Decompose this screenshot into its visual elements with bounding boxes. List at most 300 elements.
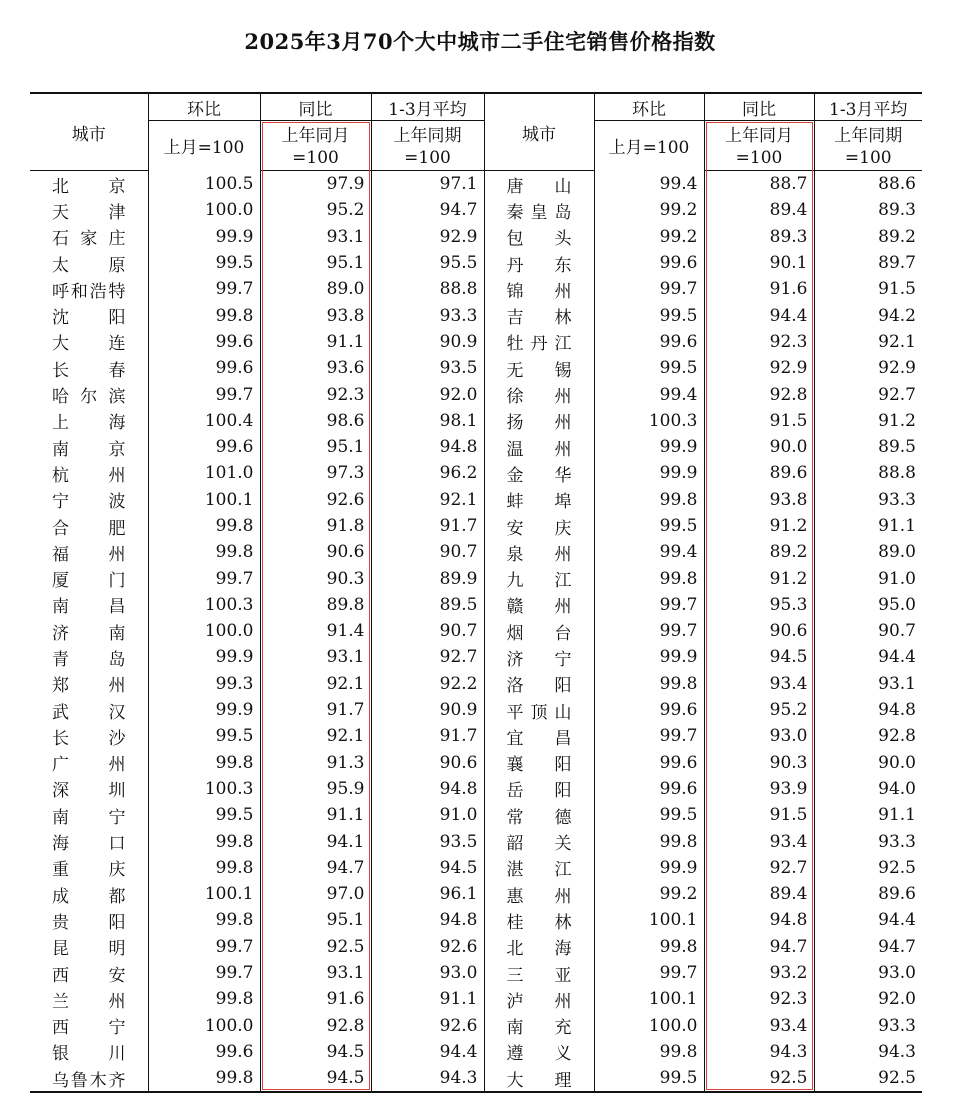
left-avg-value: 92.7 <box>371 644 484 670</box>
right-city-name: 常德 <box>484 802 594 828</box>
left-mom-value: 99.8 <box>148 302 260 328</box>
left-city-name: 南昌 <box>52 597 126 618</box>
left-mom-value: 99.6 <box>148 434 260 460</box>
left-yoy-value: 92.3 <box>260 381 371 407</box>
left-avg-value: 89.5 <box>371 592 484 618</box>
table-title: 2025年3月70个大中城市二手住宅销售价格指数 <box>244 29 716 54</box>
right-avg-value: 92.5 <box>814 855 922 881</box>
right-yoy-value: 95.3 <box>704 592 814 618</box>
left-yoy-value: 93.6 <box>260 355 371 381</box>
left-yoy-value: 95.1 <box>260 434 371 460</box>
header-yoy-base-left-2: =100 <box>260 146 371 171</box>
left-avg-value: 94.8 <box>371 776 484 802</box>
right-avg-value: 91.1 <box>814 802 922 828</box>
header-yoy-base-right-2: =100 <box>704 146 814 171</box>
right-yoy-value: 91.2 <box>704 565 814 591</box>
table-row <box>30 224 922 250</box>
right-city-name: 九江 <box>484 565 594 591</box>
right-city-name: 秦皇岛 <box>484 197 594 223</box>
right-city-name: 无锡 <box>484 355 594 381</box>
right-avg-value: 91.2 <box>814 408 922 434</box>
right-city-name: 泸州 <box>484 986 594 1012</box>
left-yoy-value: 97.3 <box>260 460 371 486</box>
right-yoy-value: 93.2 <box>704 960 814 986</box>
left-yoy-value: 90.3 <box>260 565 371 591</box>
left-mom-value: 100.5 <box>148 171 260 198</box>
left-city-name: 杭州 <box>52 465 126 486</box>
right-mom-value: 99.7 <box>594 276 704 302</box>
table-row <box>30 855 922 881</box>
left-mom-value: 99.5 <box>148 802 260 828</box>
left-yoy-value: 89.0 <box>260 276 371 302</box>
right-avg-value: 94.4 <box>814 907 922 933</box>
right-city-name: 岳阳 <box>484 776 594 802</box>
left-mom-value: 100.4 <box>148 408 260 434</box>
left-city-name: 西安 <box>52 965 126 986</box>
right-city-name: 泉州 <box>484 539 594 565</box>
right-yoy-value: 92.8 <box>704 381 814 407</box>
right-city-name: 金华 <box>484 460 594 486</box>
left-avg-value: 94.4 <box>371 1039 484 1065</box>
left-city-name: 南宁 <box>52 807 126 828</box>
right-mom-value: 100.1 <box>594 907 704 933</box>
left-city-name: 广州 <box>52 755 126 776</box>
table-row <box>30 1013 922 1039</box>
left-yoy-value: 90.6 <box>260 539 371 565</box>
left-yoy-value: 91.1 <box>260 329 371 355</box>
left-mom-value: 100.0 <box>148 618 260 644</box>
header-avg-base-left-1: 上年同期 <box>371 121 484 147</box>
left-yoy-value: 91.3 <box>260 750 371 776</box>
right-avg-value: 90.7 <box>814 618 922 644</box>
left-city-name: 成都 <box>52 886 126 907</box>
left-mom-value: 99.9 <box>148 644 260 670</box>
header-mom-base-left: 上月=100 <box>148 121 260 171</box>
right-avg-value: 94.8 <box>814 697 922 723</box>
price-index-table <box>30 92 922 1093</box>
right-avg-value: 88.6 <box>814 171 922 198</box>
right-mom-value: 99.8 <box>594 487 704 513</box>
table-row <box>30 197 922 223</box>
right-city-name: 桂林 <box>484 907 594 933</box>
table-row <box>30 460 922 486</box>
header-mom-base-right: 上月=100 <box>594 121 704 171</box>
right-mom-value: 99.8 <box>594 1039 704 1065</box>
table-row <box>30 539 922 565</box>
left-yoy-value: 95.1 <box>260 250 371 276</box>
left-city-name: 兰州 <box>52 991 126 1012</box>
right-yoy-value: 93.0 <box>704 723 814 749</box>
left-yoy-value: 89.8 <box>260 592 371 618</box>
right-city-name: 洛阳 <box>484 671 594 697</box>
header-yoy-base-right-1: 上年同月 <box>704 121 814 147</box>
header-avg-base-left-2: =100 <box>371 146 484 171</box>
right-mom-value: 99.7 <box>594 592 704 618</box>
right-mom-value: 99.9 <box>594 434 704 460</box>
header-avg-base-right-1: 上年同期 <box>814 121 922 147</box>
left-avg-value: 92.1 <box>371 487 484 513</box>
left-city-name: 乌鲁木齐 <box>30 1065 148 1092</box>
table-row <box>30 329 922 355</box>
left-city-name: 哈尔滨 <box>52 387 126 408</box>
right-avg-value: 89.0 <box>814 539 922 565</box>
left-city-name: 天津 <box>52 202 126 223</box>
right-avg-value: 91.5 <box>814 276 922 302</box>
right-mom-value: 99.8 <box>594 828 704 854</box>
table-row <box>30 723 922 749</box>
left-city-name: 上海 <box>52 413 126 434</box>
left-yoy-value: 92.1 <box>260 723 371 749</box>
table-row <box>30 828 922 854</box>
right-city-name: 襄阳 <box>484 750 594 776</box>
right-city-name: 南充 <box>484 1013 594 1039</box>
table-row <box>30 592 922 618</box>
table-row <box>30 171 922 198</box>
right-mom-value: 100.1 <box>594 986 704 1012</box>
right-yoy-value: 89.4 <box>704 881 814 907</box>
left-avg-value: 93.5 <box>371 828 484 854</box>
right-mom-value: 99.7 <box>594 960 704 986</box>
table-row <box>30 355 922 381</box>
left-city-name: 厦门 <box>52 571 126 592</box>
left-yoy-value: 95.2 <box>260 197 371 223</box>
right-mom-value: 99.6 <box>594 776 704 802</box>
table-row <box>30 487 922 513</box>
left-city-name: 宁波 <box>52 492 126 513</box>
table-row <box>30 302 922 328</box>
left-avg-value: 88.8 <box>371 276 484 302</box>
right-avg-value: 92.0 <box>814 986 922 1012</box>
left-mom-value: 99.7 <box>148 276 260 302</box>
right-yoy-value: 91.5 <box>704 408 814 434</box>
right-mom-value: 99.5 <box>594 513 704 539</box>
left-avg-value: 90.9 <box>371 329 484 355</box>
right-city-name: 济宁 <box>484 644 594 670</box>
right-yoy-value: 93.9 <box>704 776 814 802</box>
right-mom-value: 99.2 <box>594 224 704 250</box>
left-mom-value: 99.6 <box>148 329 260 355</box>
right-mom-value: 99.5 <box>594 802 704 828</box>
right-yoy-value: 89.4 <box>704 197 814 223</box>
right-avg-value: 91.1 <box>814 513 922 539</box>
left-avg-value: 94.8 <box>371 434 484 460</box>
left-avg-value: 94.7 <box>371 197 484 223</box>
right-avg-value: 93.3 <box>814 828 922 854</box>
left-yoy-value: 92.5 <box>260 934 371 960</box>
left-city-name: 深圳 <box>52 781 126 802</box>
right-avg-value: 89.5 <box>814 434 922 460</box>
right-mom-value: 99.9 <box>594 460 704 486</box>
right-city-name: 包头 <box>484 224 594 250</box>
right-yoy-value: 90.6 <box>704 618 814 644</box>
right-mom-value: 99.4 <box>594 539 704 565</box>
left-mom-value: 99.5 <box>148 250 260 276</box>
right-avg-value: 94.4 <box>814 644 922 670</box>
header-avg-base-right-2: =100 <box>814 146 922 171</box>
right-mom-value: 99.7 <box>594 618 704 644</box>
table-row <box>30 276 922 302</box>
right-yoy-value: 91.6 <box>704 276 814 302</box>
table-row <box>30 434 922 460</box>
right-city-name: 吉林 <box>484 302 594 328</box>
right-mom-value: 99.6 <box>594 750 704 776</box>
left-city-name: 海口 <box>52 834 126 855</box>
left-avg-value: 96.2 <box>371 460 484 486</box>
table-row <box>30 697 922 723</box>
left-avg-value: 92.6 <box>371 1013 484 1039</box>
left-city-name: 长沙 <box>52 728 126 749</box>
right-city-name: 扬州 <box>484 408 594 434</box>
right-yoy-value: 89.3 <box>704 224 814 250</box>
right-avg-value: 92.5 <box>814 1065 922 1092</box>
left-city-name: 重庆 <box>52 860 126 881</box>
table-row <box>30 618 922 644</box>
left-yoy-value: 94.5 <box>260 1039 371 1065</box>
right-city-name: 三亚 <box>484 960 594 986</box>
right-city-name: 大理 <box>484 1065 594 1092</box>
left-mom-value: 99.5 <box>148 723 260 749</box>
table-row <box>30 644 922 670</box>
right-avg-value: 91.0 <box>814 565 922 591</box>
left-city-name: 西宁 <box>52 1018 126 1039</box>
right-avg-value: 93.3 <box>814 1013 922 1039</box>
left-city-name: 南京 <box>52 439 126 460</box>
left-yoy-value: 92.8 <box>260 1013 371 1039</box>
right-yoy-value: 93.4 <box>704 1013 814 1039</box>
table-row <box>30 671 922 697</box>
left-mom-value: 99.8 <box>148 907 260 933</box>
right-yoy-value: 92.5 <box>704 1065 814 1092</box>
left-yoy-value: 91.4 <box>260 618 371 644</box>
right-mom-value: 99.2 <box>594 197 704 223</box>
left-yoy-value: 95.9 <box>260 776 371 802</box>
left-yoy-value: 95.1 <box>260 907 371 933</box>
left-avg-value: 94.5 <box>371 855 484 881</box>
left-mom-value: 99.9 <box>148 697 260 723</box>
table-row <box>30 881 922 907</box>
left-yoy-value: 93.1 <box>260 224 371 250</box>
header-row-2 <box>30 121 922 147</box>
left-avg-value: 91.7 <box>371 723 484 749</box>
right-mom-value: 100.3 <box>594 408 704 434</box>
right-city-name: 温州 <box>484 434 594 460</box>
right-yoy-value: 92.9 <box>704 355 814 381</box>
left-city-name: 郑州 <box>52 676 126 697</box>
left-avg-value: 95.5 <box>371 250 484 276</box>
right-mom-value: 99.6 <box>594 329 704 355</box>
right-yoy-value: 92.3 <box>704 986 814 1012</box>
right-avg-value: 94.7 <box>814 934 922 960</box>
table-row <box>30 381 922 407</box>
right-mom-value: 99.5 <box>594 355 704 381</box>
left-city-name: 福州 <box>52 544 126 565</box>
table-body <box>30 171 922 1093</box>
header-avg-left: 1-3月平均 <box>371 93 484 121</box>
right-city-name: 蚌埠 <box>484 487 594 513</box>
left-mom-value: 99.8 <box>148 539 260 565</box>
right-mom-value: 99.5 <box>594 302 704 328</box>
right-avg-value: 89.6 <box>814 881 922 907</box>
right-yoy-value: 93.4 <box>704 671 814 697</box>
table-row <box>30 802 922 828</box>
right-avg-value: 95.0 <box>814 592 922 618</box>
right-city-name: 赣州 <box>484 592 594 618</box>
left-yoy-value: 98.6 <box>260 408 371 434</box>
left-yoy-value: 94.7 <box>260 855 371 881</box>
right-yoy-value: 94.8 <box>704 907 814 933</box>
right-mom-value: 99.2 <box>594 881 704 907</box>
table-row <box>30 960 922 986</box>
header-yoy-left: 同比 <box>260 93 371 121</box>
header-city-left: 城市 <box>30 93 148 171</box>
left-mom-value: 99.8 <box>148 1065 260 1092</box>
right-mom-value: 99.9 <box>594 855 704 881</box>
right-avg-value: 94.0 <box>814 776 922 802</box>
header-yoy-base-left-1: 上年同月 <box>260 121 371 147</box>
right-yoy-value: 94.3 <box>704 1039 814 1065</box>
right-yoy-value: 91.5 <box>704 802 814 828</box>
left-yoy-value: 92.6 <box>260 487 371 513</box>
left-mom-value: 100.3 <box>148 592 260 618</box>
right-mom-value: 99.8 <box>594 671 704 697</box>
left-city-name: 石家庄 <box>52 229 126 250</box>
right-yoy-value: 90.0 <box>704 434 814 460</box>
left-mom-value: 99.7 <box>148 934 260 960</box>
left-mom-value: 99.8 <box>148 513 260 539</box>
left-avg-value: 92.0 <box>371 381 484 407</box>
right-avg-value: 89.2 <box>814 224 922 250</box>
right-avg-value: 92.7 <box>814 381 922 407</box>
right-mom-value: 99.6 <box>594 250 704 276</box>
right-city-name: 安庆 <box>484 513 594 539</box>
left-avg-value: 93.0 <box>371 960 484 986</box>
right-yoy-value: 90.3 <box>704 750 814 776</box>
right-mom-value: 99.8 <box>594 934 704 960</box>
left-avg-value: 92.2 <box>371 671 484 697</box>
left-city-name: 银川 <box>52 1044 126 1065</box>
right-avg-value: 92.8 <box>814 723 922 749</box>
left-mom-value: 100.0 <box>148 1013 260 1039</box>
right-yoy-value: 91.2 <box>704 513 814 539</box>
right-mom-value: 99.4 <box>594 171 704 198</box>
left-avg-value: 91.1 <box>371 986 484 1012</box>
right-city-name: 北海 <box>484 934 594 960</box>
right-city-name: 遵义 <box>484 1039 594 1065</box>
left-avg-value: 90.7 <box>371 618 484 644</box>
left-mom-value: 100.1 <box>148 487 260 513</box>
left-city-name: 太原 <box>52 255 126 276</box>
left-city-name: 济南 <box>52 623 126 644</box>
right-avg-value: 89.7 <box>814 250 922 276</box>
right-mom-value: 99.9 <box>594 644 704 670</box>
right-mom-value: 99.7 <box>594 723 704 749</box>
right-city-name: 丹东 <box>484 250 594 276</box>
table-row <box>30 907 922 933</box>
left-city-name: 昆明 <box>52 939 126 960</box>
left-avg-value: 92.6 <box>371 934 484 960</box>
table-row <box>30 408 922 434</box>
right-city-name: 唐山 <box>484 171 594 198</box>
right-yoy-value: 94.4 <box>704 302 814 328</box>
right-avg-value: 92.9 <box>814 355 922 381</box>
right-yoy-value: 93.8 <box>704 487 814 513</box>
left-avg-value: 89.9 <box>371 565 484 591</box>
right-yoy-value: 89.6 <box>704 460 814 486</box>
header-mom-right: 环比 <box>594 93 704 121</box>
left-avg-value: 93.3 <box>371 302 484 328</box>
right-city-name: 惠州 <box>484 881 594 907</box>
left-avg-value: 90.6 <box>371 750 484 776</box>
left-mom-value: 99.7 <box>148 565 260 591</box>
right-city-name: 烟台 <box>484 618 594 644</box>
left-avg-value: 94.3 <box>371 1065 484 1092</box>
left-yoy-value: 93.8 <box>260 302 371 328</box>
right-avg-value: 88.8 <box>814 460 922 486</box>
left-mom-value: 99.6 <box>148 355 260 381</box>
left-mom-value: 101.0 <box>148 460 260 486</box>
left-city-name: 贵阳 <box>52 912 126 933</box>
right-avg-value: 94.3 <box>814 1039 922 1065</box>
table-row <box>30 513 922 539</box>
table-row <box>30 776 922 802</box>
right-yoy-value: 94.7 <box>704 934 814 960</box>
left-yoy-value: 91.7 <box>260 697 371 723</box>
right-city-name: 锦州 <box>484 276 594 302</box>
table-row <box>30 934 922 960</box>
left-yoy-value: 91.1 <box>260 802 371 828</box>
left-avg-value: 98.1 <box>371 408 484 434</box>
left-avg-value: 90.7 <box>371 539 484 565</box>
right-city-name: 湛江 <box>484 855 594 881</box>
left-yoy-value: 93.1 <box>260 960 371 986</box>
left-mom-value: 99.8 <box>148 855 260 881</box>
right-mom-value: 99.5 <box>594 1065 704 1092</box>
right-avg-value: 92.1 <box>814 329 922 355</box>
left-city-name: 青岛 <box>52 649 126 670</box>
left-mom-value: 99.9 <box>148 224 260 250</box>
left-city-name: 沈阳 <box>52 308 126 329</box>
right-avg-value: 93.1 <box>814 671 922 697</box>
left-mom-value: 99.8 <box>148 750 260 776</box>
right-yoy-value: 88.7 <box>704 171 814 198</box>
left-avg-value: 91.7 <box>371 513 484 539</box>
header-yoy-right: 同比 <box>704 93 814 121</box>
left-yoy-value: 94.1 <box>260 828 371 854</box>
right-city-name: 徐州 <box>484 381 594 407</box>
left-yoy-value: 97.9 <box>260 171 371 198</box>
table-row <box>30 1065 922 1092</box>
left-mom-value: 100.3 <box>148 776 260 802</box>
left-avg-value: 91.0 <box>371 802 484 828</box>
left-mom-value: 100.1 <box>148 881 260 907</box>
left-avg-value: 93.5 <box>371 355 484 381</box>
left-mom-value: 100.0 <box>148 197 260 223</box>
left-avg-value: 96.1 <box>371 881 484 907</box>
left-mom-value: 99.7 <box>148 960 260 986</box>
table-row <box>30 1039 922 1065</box>
right-avg-value: 93.3 <box>814 487 922 513</box>
table-row <box>30 986 922 1012</box>
right-city-name: 牡丹江 <box>484 329 594 355</box>
right-yoy-value: 95.2 <box>704 697 814 723</box>
right-city-name: 韶关 <box>484 828 594 854</box>
left-city-name: 合肥 <box>52 518 126 539</box>
header-city-right: 城市 <box>484 93 594 171</box>
left-yoy-value: 91.6 <box>260 986 371 1012</box>
left-mom-value: 99.8 <box>148 986 260 1012</box>
table-row <box>30 250 922 276</box>
left-yoy-value: 94.5 <box>260 1065 371 1092</box>
